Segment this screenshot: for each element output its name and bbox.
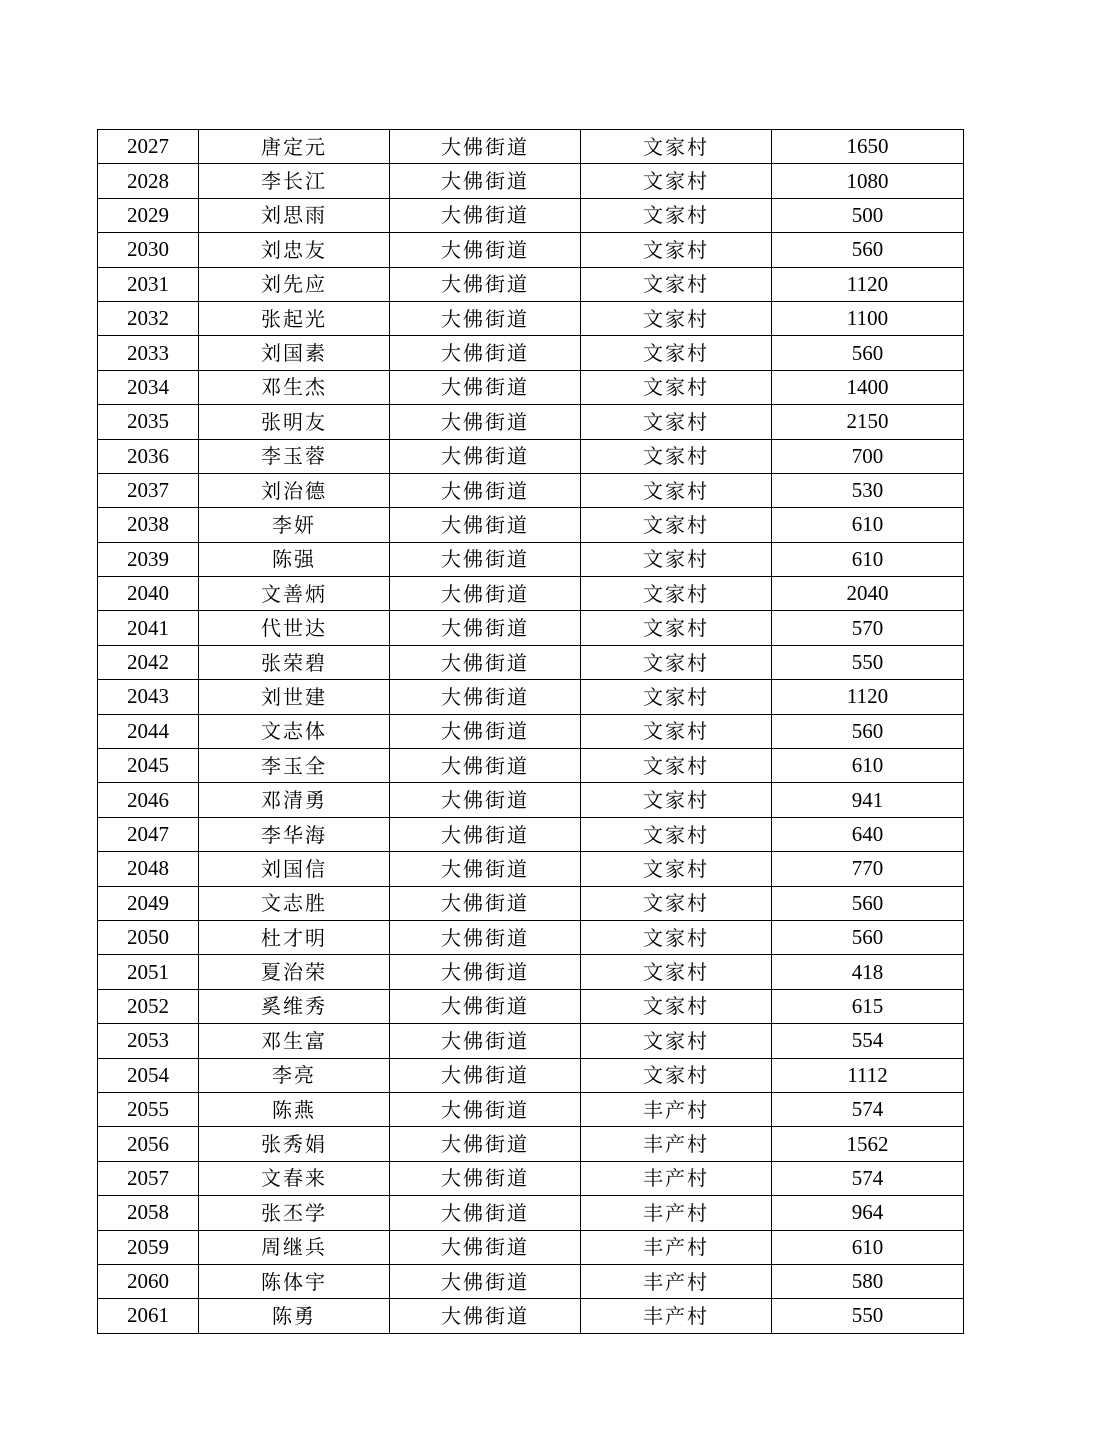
person-name-cell: 刘国素 xyxy=(199,336,390,370)
amount-cell: 560 xyxy=(772,233,964,267)
village-cell: 文家村 xyxy=(581,198,772,232)
table-row xyxy=(98,508,964,542)
amount-cell: 1100 xyxy=(772,301,964,335)
row-number-cell: 2034 xyxy=(98,370,199,404)
street-cell: 大佛街道 xyxy=(390,473,581,507)
village-cell: 丰产村 xyxy=(581,1230,772,1264)
street-cell: 大佛街道 xyxy=(390,817,581,851)
table-row xyxy=(98,920,964,954)
street-cell: 大佛街道 xyxy=(390,1230,581,1264)
street-cell: 大佛街道 xyxy=(390,233,581,267)
amount-cell: 1112 xyxy=(772,1058,964,1092)
amount-cell: 500 xyxy=(772,198,964,232)
street-cell: 大佛街道 xyxy=(390,1196,581,1230)
person-name-cell: 张丕学 xyxy=(199,1196,390,1230)
table-row xyxy=(98,473,964,507)
row-number-cell: 2055 xyxy=(98,1092,199,1126)
amount-cell: 610 xyxy=(772,749,964,783)
person-name-cell: 陈燕 xyxy=(199,1092,390,1126)
village-cell: 文家村 xyxy=(581,405,772,439)
row-number-cell: 2036 xyxy=(98,439,199,473)
village-cell: 文家村 xyxy=(581,267,772,301)
amount-cell: 1650 xyxy=(772,130,964,164)
row-number-cell: 2040 xyxy=(98,577,199,611)
amount-cell: 1120 xyxy=(772,267,964,301)
table-row xyxy=(98,198,964,232)
village-cell: 文家村 xyxy=(581,130,772,164)
village-cell: 文家村 xyxy=(581,439,772,473)
village-cell: 丰产村 xyxy=(581,1127,772,1161)
table-row xyxy=(98,1092,964,1126)
amount-cell: 530 xyxy=(772,473,964,507)
table-row xyxy=(98,1196,964,1230)
table-row xyxy=(98,577,964,611)
street-cell: 大佛街道 xyxy=(390,989,581,1023)
street-cell: 大佛街道 xyxy=(390,714,581,748)
village-cell: 文家村 xyxy=(581,577,772,611)
amount-cell: 418 xyxy=(772,955,964,989)
person-name-cell: 杜才明 xyxy=(199,920,390,954)
person-name-cell: 刘世建 xyxy=(199,680,390,714)
table-row xyxy=(98,783,964,817)
person-name-cell: 文春来 xyxy=(199,1161,390,1195)
table-row xyxy=(98,645,964,679)
amount-cell: 2040 xyxy=(772,577,964,611)
row-number-cell: 2045 xyxy=(98,749,199,783)
street-cell: 大佛街道 xyxy=(390,611,581,645)
roster-table-body xyxy=(98,130,964,1334)
village-cell: 文家村 xyxy=(581,817,772,851)
table-row xyxy=(98,1024,964,1058)
village-cell: 文家村 xyxy=(581,1058,772,1092)
table-row xyxy=(98,611,964,645)
person-name-cell: 邓生富 xyxy=(199,1024,390,1058)
person-name-cell: 李玉蓉 xyxy=(199,439,390,473)
row-number-cell: 2048 xyxy=(98,852,199,886)
village-cell: 文家村 xyxy=(581,164,772,198)
person-name-cell: 邓生杰 xyxy=(199,370,390,404)
amount-cell: 1080 xyxy=(772,164,964,198)
row-number-cell: 2049 xyxy=(98,886,199,920)
amount-cell: 941 xyxy=(772,783,964,817)
table-row xyxy=(98,852,964,886)
amount-cell: 1400 xyxy=(772,370,964,404)
village-cell: 文家村 xyxy=(581,508,772,542)
row-number-cell: 2050 xyxy=(98,920,199,954)
person-name-cell: 唐定元 xyxy=(199,130,390,164)
street-cell: 大佛街道 xyxy=(390,542,581,576)
person-name-cell: 李玉全 xyxy=(199,749,390,783)
row-number-cell: 2051 xyxy=(98,955,199,989)
person-name-cell: 代世达 xyxy=(199,611,390,645)
amount-cell: 560 xyxy=(772,920,964,954)
village-cell: 丰产村 xyxy=(581,1264,772,1298)
street-cell: 大佛街道 xyxy=(390,783,581,817)
street-cell: 大佛街道 xyxy=(390,336,581,370)
table-row xyxy=(98,1299,964,1333)
amount-cell: 2150 xyxy=(772,405,964,439)
street-cell: 大佛街道 xyxy=(390,439,581,473)
amount-cell: 550 xyxy=(772,1299,964,1333)
amount-cell: 550 xyxy=(772,645,964,679)
village-cell: 文家村 xyxy=(581,955,772,989)
amount-cell: 1120 xyxy=(772,680,964,714)
amount-cell: 700 xyxy=(772,439,964,473)
village-cell: 文家村 xyxy=(581,1024,772,1058)
amount-cell: 574 xyxy=(772,1092,964,1126)
table-row xyxy=(98,439,964,473)
village-cell: 文家村 xyxy=(581,370,772,404)
table-row xyxy=(98,542,964,576)
street-cell: 大佛街道 xyxy=(390,198,581,232)
village-cell: 文家村 xyxy=(581,920,772,954)
person-name-cell: 刘思雨 xyxy=(199,198,390,232)
table-row xyxy=(98,989,964,1023)
table-row xyxy=(98,1264,964,1298)
person-name-cell: 文善炳 xyxy=(199,577,390,611)
amount-cell: 560 xyxy=(772,336,964,370)
row-number-cell: 2057 xyxy=(98,1161,199,1195)
street-cell: 大佛街道 xyxy=(390,680,581,714)
village-cell: 文家村 xyxy=(581,336,772,370)
person-name-cell: 张秀娟 xyxy=(199,1127,390,1161)
person-name-cell: 刘治德 xyxy=(199,473,390,507)
table-row xyxy=(98,301,964,335)
village-cell: 丰产村 xyxy=(581,1161,772,1195)
row-number-cell: 2033 xyxy=(98,336,199,370)
table-row xyxy=(98,1058,964,1092)
street-cell: 大佛街道 xyxy=(390,405,581,439)
street-cell: 大佛街道 xyxy=(390,1264,581,1298)
amount-cell: 560 xyxy=(772,886,964,920)
table-row xyxy=(98,1127,964,1161)
row-number-cell: 2037 xyxy=(98,473,199,507)
street-cell: 大佛街道 xyxy=(390,301,581,335)
street-cell: 大佛街道 xyxy=(390,1161,581,1195)
table-row xyxy=(98,130,964,164)
person-name-cell: 张起光 xyxy=(199,301,390,335)
person-name-cell: 张荣碧 xyxy=(199,645,390,679)
person-name-cell: 李亮 xyxy=(199,1058,390,1092)
street-cell: 大佛街道 xyxy=(390,508,581,542)
street-cell: 大佛街道 xyxy=(390,920,581,954)
street-cell: 大佛街道 xyxy=(390,267,581,301)
row-number-cell: 2059 xyxy=(98,1230,199,1264)
amount-cell: 640 xyxy=(772,817,964,851)
village-cell: 丰产村 xyxy=(581,1092,772,1126)
amount-cell: 615 xyxy=(772,989,964,1023)
table-row xyxy=(98,370,964,404)
row-number-cell: 2043 xyxy=(98,680,199,714)
table-row xyxy=(98,749,964,783)
amount-cell: 574 xyxy=(772,1161,964,1195)
amount-cell: 610 xyxy=(772,1230,964,1264)
row-number-cell: 2038 xyxy=(98,508,199,542)
row-number-cell: 2031 xyxy=(98,267,199,301)
street-cell: 大佛街道 xyxy=(390,1092,581,1126)
row-number-cell: 2052 xyxy=(98,989,199,1023)
person-name-cell: 夏治荣 xyxy=(199,955,390,989)
street-cell: 大佛街道 xyxy=(390,164,581,198)
street-cell: 大佛街道 xyxy=(390,577,581,611)
street-cell: 大佛街道 xyxy=(390,1127,581,1161)
table-row xyxy=(98,680,964,714)
village-cell: 丰产村 xyxy=(581,1299,772,1333)
village-cell: 文家村 xyxy=(581,473,772,507)
person-name-cell: 刘国信 xyxy=(199,852,390,886)
village-cell: 文家村 xyxy=(581,542,772,576)
amount-cell: 570 xyxy=(772,611,964,645)
person-name-cell: 文志胜 xyxy=(199,886,390,920)
person-name-cell: 李长江 xyxy=(199,164,390,198)
person-name-cell: 文志体 xyxy=(199,714,390,748)
person-name-cell: 邓清勇 xyxy=(199,783,390,817)
row-number-cell: 2047 xyxy=(98,817,199,851)
row-number-cell: 2030 xyxy=(98,233,199,267)
person-name-cell: 李华海 xyxy=(199,817,390,851)
amount-cell: 964 xyxy=(772,1196,964,1230)
person-name-cell: 奚维秀 xyxy=(199,989,390,1023)
table-row xyxy=(98,164,964,198)
table-row xyxy=(98,886,964,920)
amount-cell: 610 xyxy=(772,508,964,542)
village-cell: 文家村 xyxy=(581,852,772,886)
row-number-cell: 2035 xyxy=(98,405,199,439)
street-cell: 大佛街道 xyxy=(390,886,581,920)
person-name-cell: 刘先应 xyxy=(199,267,390,301)
roster-table xyxy=(97,129,964,1334)
street-cell: 大佛街道 xyxy=(390,645,581,679)
row-number-cell: 2056 xyxy=(98,1127,199,1161)
village-cell: 丰产村 xyxy=(581,1196,772,1230)
table-row xyxy=(98,1161,964,1195)
street-cell: 大佛街道 xyxy=(390,1024,581,1058)
row-number-cell: 2039 xyxy=(98,542,199,576)
village-cell: 文家村 xyxy=(581,611,772,645)
village-cell: 文家村 xyxy=(581,783,772,817)
village-cell: 文家村 xyxy=(581,301,772,335)
village-cell: 文家村 xyxy=(581,749,772,783)
village-cell: 文家村 xyxy=(581,645,772,679)
village-cell: 文家村 xyxy=(581,989,772,1023)
table-row xyxy=(98,817,964,851)
person-name-cell: 陈勇 xyxy=(199,1299,390,1333)
street-cell: 大佛街道 xyxy=(390,749,581,783)
row-number-cell: 2041 xyxy=(98,611,199,645)
amount-cell: 554 xyxy=(772,1024,964,1058)
amount-cell: 610 xyxy=(772,542,964,576)
row-number-cell: 2058 xyxy=(98,1196,199,1230)
table-row xyxy=(98,714,964,748)
row-number-cell: 2027 xyxy=(98,130,199,164)
row-number-cell: 2046 xyxy=(98,783,199,817)
person-name-cell: 周继兵 xyxy=(199,1230,390,1264)
street-cell: 大佛街道 xyxy=(390,1058,581,1092)
amount-cell: 580 xyxy=(772,1264,964,1298)
person-name-cell: 刘忠友 xyxy=(199,233,390,267)
person-name-cell: 张明友 xyxy=(199,405,390,439)
row-number-cell: 2054 xyxy=(98,1058,199,1092)
table-row xyxy=(98,405,964,439)
street-cell: 大佛街道 xyxy=(390,130,581,164)
village-cell: 文家村 xyxy=(581,680,772,714)
row-number-cell: 2028 xyxy=(98,164,199,198)
person-name-cell: 陈强 xyxy=(199,542,390,576)
table-row xyxy=(98,955,964,989)
person-name-cell: 陈体宇 xyxy=(199,1264,390,1298)
row-number-cell: 2044 xyxy=(98,714,199,748)
village-cell: 文家村 xyxy=(581,233,772,267)
table-row xyxy=(98,1230,964,1264)
street-cell: 大佛街道 xyxy=(390,370,581,404)
row-number-cell: 2032 xyxy=(98,301,199,335)
row-number-cell: 2060 xyxy=(98,1264,199,1298)
table-row xyxy=(98,336,964,370)
row-number-cell: 2061 xyxy=(98,1299,199,1333)
person-name-cell: 李妍 xyxy=(199,508,390,542)
amount-cell: 1562 xyxy=(772,1127,964,1161)
amount-cell: 560 xyxy=(772,714,964,748)
street-cell: 大佛街道 xyxy=(390,852,581,886)
row-number-cell: 2042 xyxy=(98,645,199,679)
row-number-cell: 2029 xyxy=(98,198,199,232)
amount-cell: 770 xyxy=(772,852,964,886)
street-cell: 大佛街道 xyxy=(390,1299,581,1333)
table-row xyxy=(98,233,964,267)
street-cell: 大佛街道 xyxy=(390,955,581,989)
row-number-cell: 2053 xyxy=(98,1024,199,1058)
village-cell: 文家村 xyxy=(581,714,772,748)
village-cell: 文家村 xyxy=(581,886,772,920)
table-row xyxy=(98,267,964,301)
